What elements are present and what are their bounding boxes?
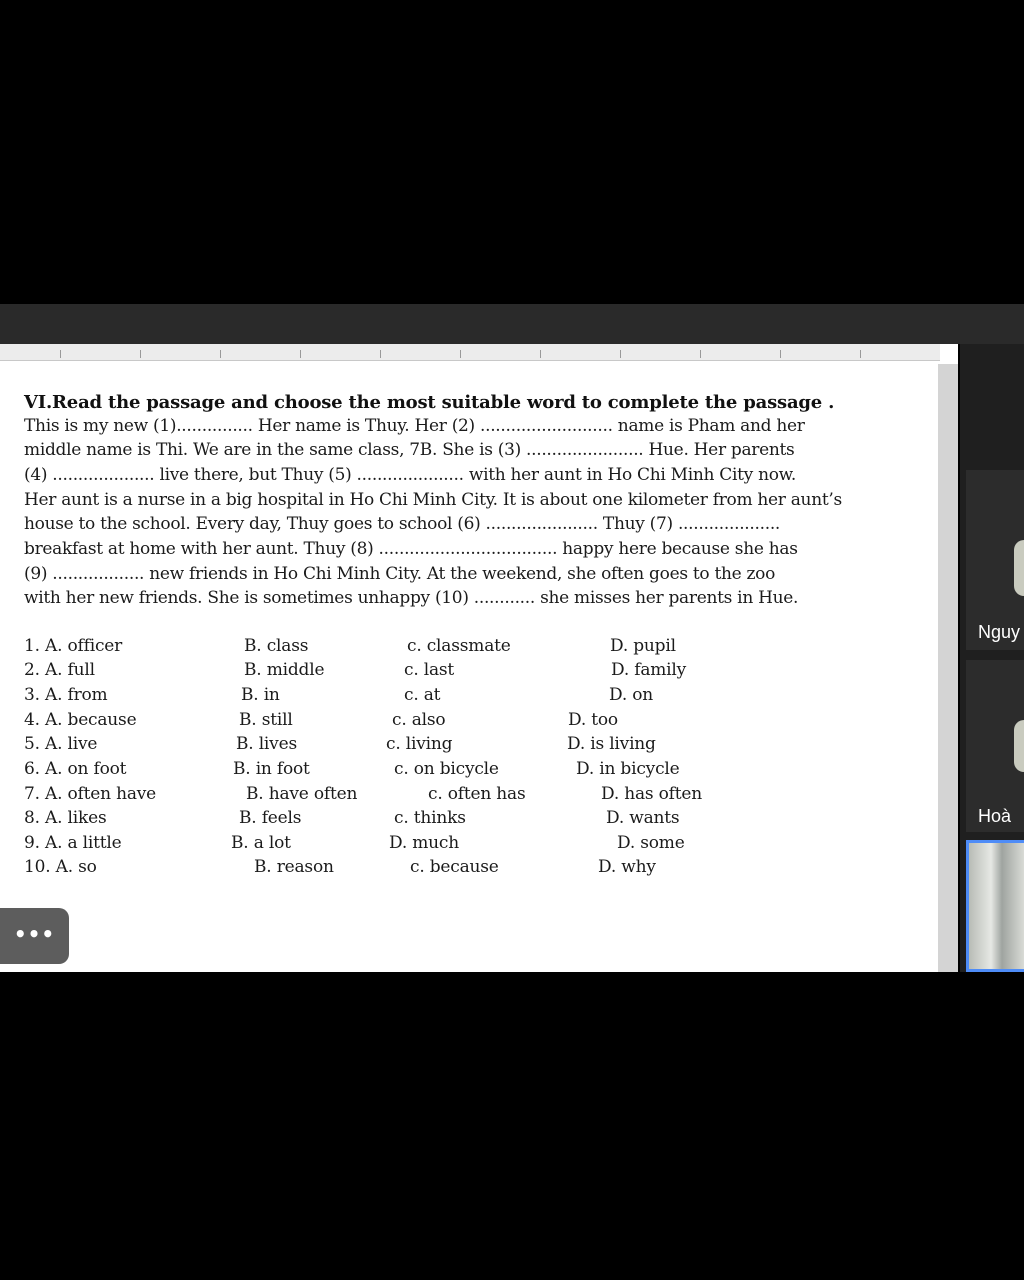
option-a: 10. A. so — [24, 857, 97, 877]
option-a: 6. A. on foot — [24, 759, 127, 779]
option-b: B. feels — [239, 808, 302, 828]
option-d: D. wants — [606, 808, 680, 828]
option-c: c. living — [386, 734, 453, 754]
option-b: B. class — [244, 636, 309, 656]
passage-line: (4) .................... live there, but Thuy (5) ..................... with her aunt in Ho Chi Minh City now. — [24, 465, 797, 485]
more-options-button[interactable]: ••• — [0, 908, 69, 964]
option-d: D. on — [609, 685, 654, 705]
document-scrollbar[interactable] — [938, 364, 958, 972]
option-c: c. at — [404, 685, 441, 705]
option-b: B. middle — [244, 660, 325, 680]
option-c: D. much — [389, 833, 459, 853]
option-a: 2. A. full — [24, 660, 95, 680]
option-c: c. because — [410, 857, 499, 877]
option-a: 5. A. live — [24, 734, 98, 754]
option-b: B. lives — [236, 734, 297, 754]
passage-line: middle name is Thi. We are in the same class, 7B. She is (3) ....................... Hue. Her parents — [24, 440, 795, 460]
participant-name: Hoà — [978, 806, 1012, 826]
option-b: B. a lot — [231, 833, 291, 853]
participant-name: Nguy — [978, 622, 1021, 642]
option-a: 4. A. because — [24, 710, 137, 730]
option-d: D. has often — [601, 784, 703, 804]
passage-line: with her new friends. She is sometimes unhappy (10) ............ she misses her parents in Hue. — [24, 588, 799, 608]
option-a: 3. A. from — [24, 685, 108, 705]
option-a: 1. A. officer — [24, 636, 123, 656]
exercise-heading: VI.Read the passage and choose the most suitable word to complete the passage . — [24, 392, 835, 413]
option-c: c. often has — [428, 784, 526, 804]
passage-line: (9) .................. new friends in Ho Chi Minh City. At the weekend, she often goes to the zoo — [24, 564, 776, 584]
option-d: D. is living — [567, 734, 656, 754]
option-d: D. too — [568, 710, 618, 730]
option-c: c. also — [392, 710, 446, 730]
document-ruler — [0, 344, 940, 361]
option-b: B. have often — [246, 784, 358, 804]
option-c: c. last — [404, 660, 455, 680]
avatar — [1014, 720, 1024, 772]
option-c: c. thinks — [394, 808, 466, 828]
option-c: c. on bicycle — [394, 759, 499, 779]
option-a: 9. A. a little — [24, 833, 122, 853]
meeting-top-bar — [0, 304, 1024, 344]
option-d: D. family — [611, 660, 687, 680]
passage-line: Her aunt is a nurse in a big hospital in Ho Chi Minh City. It is about one kilometer from her aunt’s — [24, 490, 842, 510]
passage-line: This is my new (1)............... Her name is Thuy. Her (2) .......................... name is Pham and her — [24, 416, 805, 436]
option-a: 8. A. likes — [24, 808, 107, 828]
option-d: D. why — [598, 857, 656, 877]
option-d: D. in bicycle — [576, 759, 680, 779]
option-b: B. still — [239, 710, 293, 730]
passage-line: house to the school. Every day, Thuy goes to school (6) ...................... Thuy (7) .................... — [24, 514, 781, 534]
passage-line: breakfast at home with her aunt. Thuy (8) ................................... happy here because she has — [24, 539, 798, 559]
option-b: B. in — [241, 685, 280, 705]
option-b: B. in foot — [233, 759, 310, 779]
option-c: c. classmate — [407, 636, 511, 656]
avatar — [1014, 540, 1024, 596]
option-d: D. some — [617, 833, 685, 853]
option-a: 7. A. often have — [24, 784, 157, 804]
option-b: B. reason — [254, 857, 334, 877]
active-video-tile[interactable] — [966, 840, 1024, 972]
option-d: D. pupil — [610, 636, 676, 656]
shared-document — [0, 344, 958, 972]
